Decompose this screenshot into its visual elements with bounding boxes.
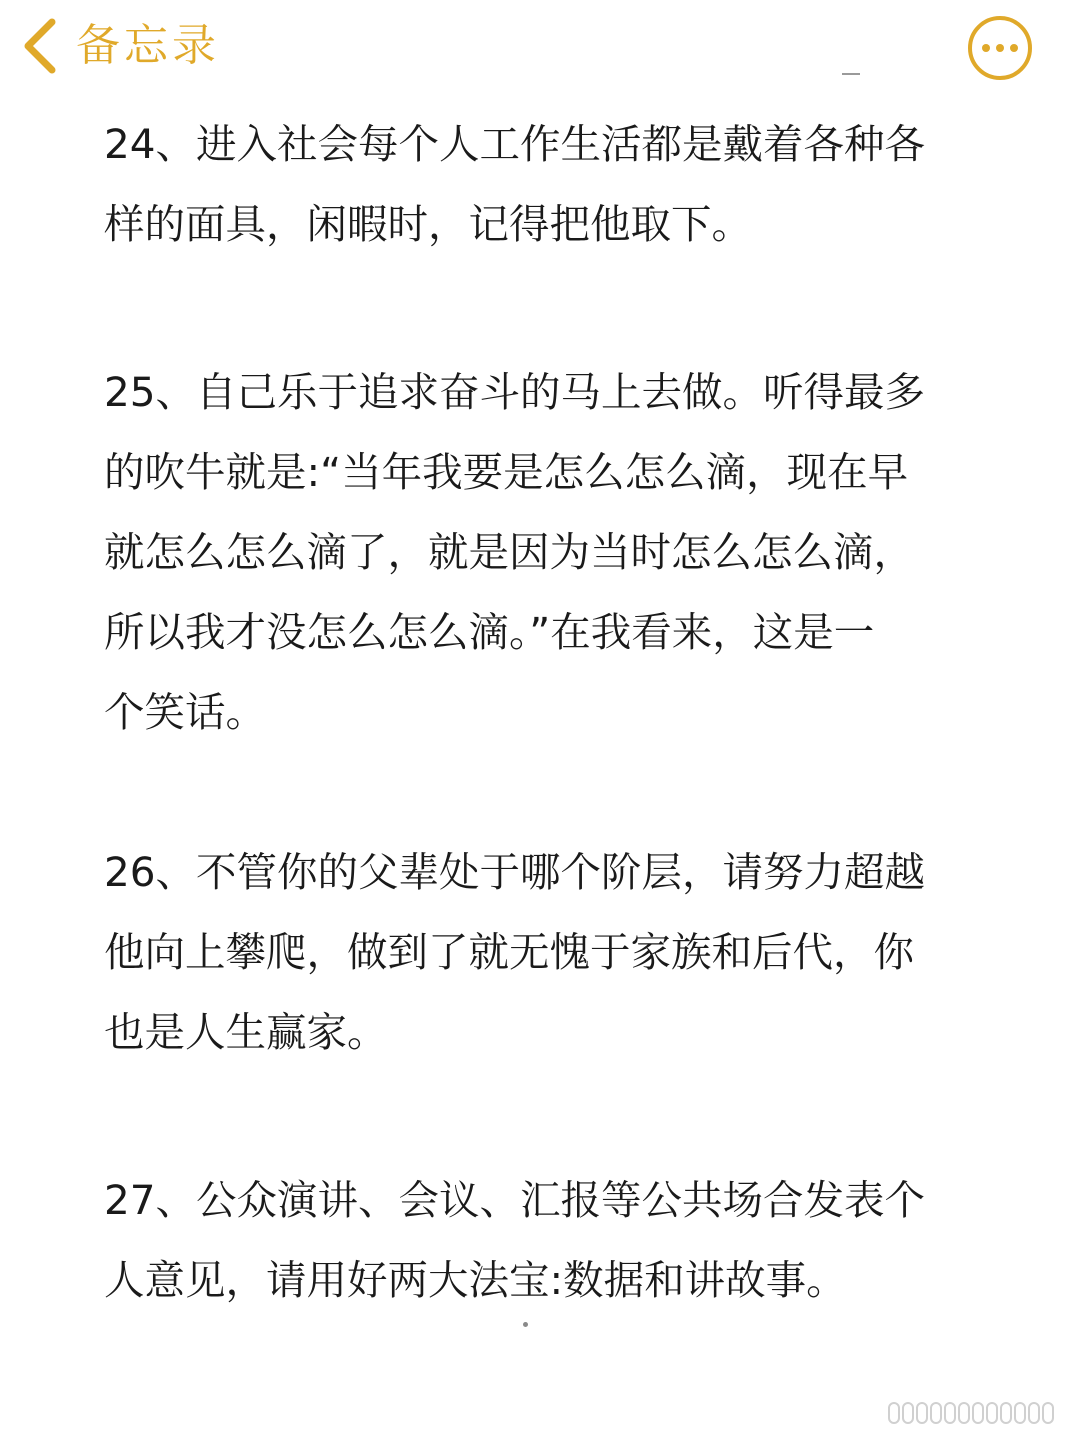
- note-line: 他向上攀爬，做到了就无愧于家族和后代，你: [104, 928, 914, 976]
- more-button[interactable]: [968, 16, 1032, 80]
- watermark-mark: [916, 1402, 928, 1424]
- more-horizontal-icon: [1010, 44, 1018, 52]
- watermark-mark: [944, 1402, 956, 1424]
- back-button[interactable]: [18, 14, 220, 78]
- watermark-mark: [930, 1402, 942, 1424]
- watermark-mark: [1028, 1402, 1040, 1424]
- note-line: 26、不管你的父辈处于哪个阶层，请努力超越: [104, 848, 926, 896]
- note-line: 25、自己乐于追求奋斗的马上去做。听得最多: [104, 368, 926, 416]
- note-line: 就怎么怎么滴了，就是因为当时怎么怎么滴，: [104, 528, 914, 576]
- note-line: 样的面具，闲暇时，记得把他取下。: [104, 200, 752, 248]
- paragraph-spacer: [104, 752, 954, 832]
- watermark-mark: [1014, 1402, 1026, 1424]
- note-line: 人意见，请用好两大法宝:数据和讲故事。: [104, 1256, 847, 1304]
- note-line: 27、公众演讲、会议、汇报等公共场合发表个: [104, 1176, 926, 1224]
- note-line: 个笑话。: [104, 688, 266, 736]
- watermark-mark: [1000, 1402, 1012, 1424]
- watermark-mark: [1042, 1402, 1054, 1424]
- note-item-24: [104, 104, 954, 264]
- watermark-mark: [986, 1402, 998, 1424]
- watermark-mark: [958, 1402, 970, 1424]
- chevron-left-icon: [18, 14, 62, 78]
- note-content[interactable]: [104, 104, 954, 1320]
- note-line: 24、进入社会每个人工作生活都是戴着各种各: [104, 120, 926, 168]
- more-horizontal-icon: [982, 44, 990, 52]
- nav-bar: [0, 0, 1080, 100]
- watermark-mark: [888, 1402, 900, 1424]
- note-item-26: [104, 832, 954, 1072]
- page-title: 备忘录: [76, 20, 220, 71]
- watermark-mark: [972, 1402, 984, 1424]
- paragraph-spacer: [104, 1072, 954, 1160]
- more-horizontal-icon: [996, 44, 1004, 52]
- watermark-mark: [902, 1402, 914, 1424]
- watermark: [888, 1402, 1054, 1424]
- stray-dot: [523, 1322, 528, 1327]
- note-line: 所以我才没怎么怎么滴。”在我看来，这是一: [104, 608, 875, 656]
- paragraph-spacer: [104, 264, 954, 352]
- note-item-27: [104, 1160, 954, 1320]
- text-cursor: [842, 73, 860, 75]
- note-item-25: [104, 352, 954, 752]
- note-line: 的吹牛就是:“当年我要是怎么怎么滴，现在早: [104, 448, 909, 496]
- note-line: 也是人生赢家。: [104, 1008, 388, 1056]
